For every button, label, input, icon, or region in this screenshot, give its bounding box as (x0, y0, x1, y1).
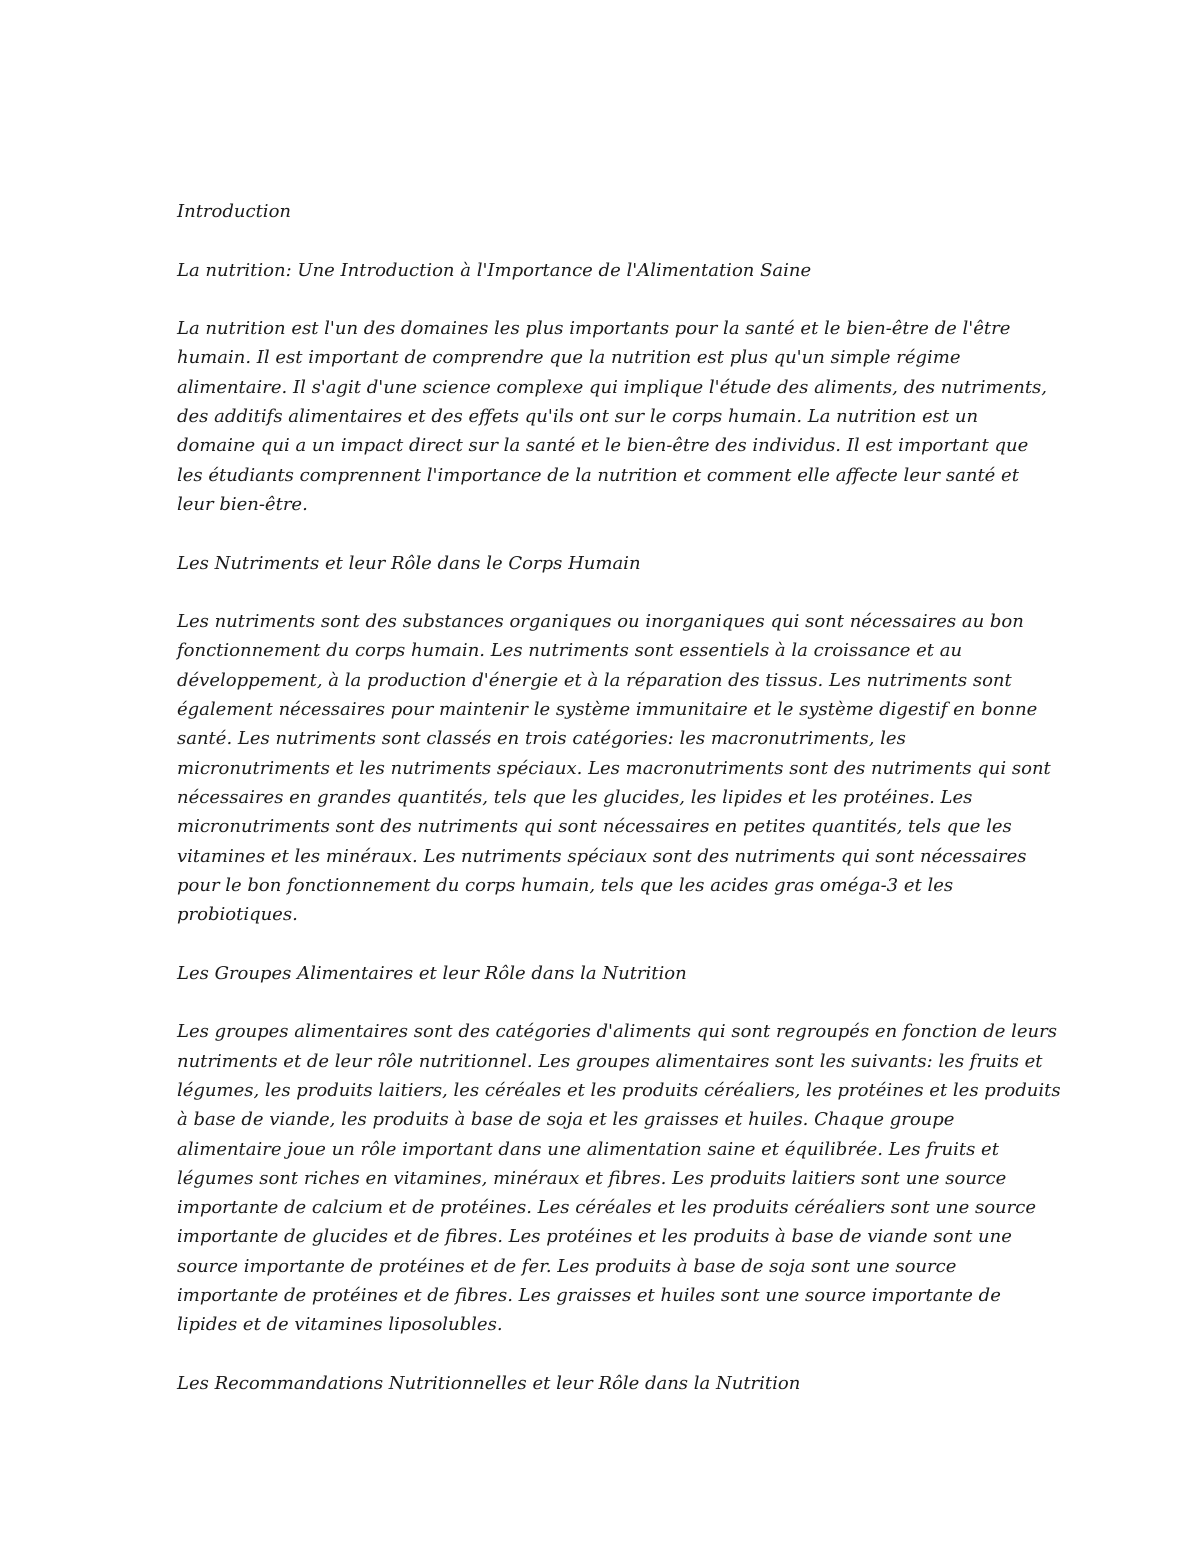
paragraph-line: des additifs alimentaires et des effets qu'ils ont sur le corps humain. La nutrition est un (177, 406, 979, 428)
paragraph-line: micronutriments sont des nutriments qui sont nécessaires en petites quantités, tels que les (177, 816, 1012, 838)
section-4-heading: Les Recommandations Nutritionnelles et leur Rôle dans la Nutrition (177, 1372, 801, 1394)
paragraph-line: micronutriments et les nutriments spéciaux. Les macronutriments sont des nutriments qui sont (177, 757, 1051, 779)
paragraph-line: lipides et de vitamines liposolubles. (177, 1314, 503, 1336)
section-2-paragraph (177, 607, 1051, 929)
paragraph-line: fonctionnement du corps humain. Les nutriments sont essentiels à la croissance et au (177, 640, 963, 662)
paragraph-line: La nutrition est l'un des domaines les plus importants pour la santé et le bien-être de l'être (177, 318, 1011, 340)
paragraph-line: Les nutriments sont des substances organiques ou inorganiques qui sont nécessaires au bon (177, 611, 1024, 633)
paragraph-line: probiotiques. (177, 904, 298, 926)
section-1-heading: La nutrition: Une Introduction à l'Importance de l'Alimentation Saine (177, 259, 812, 281)
section-3-paragraph (177, 1017, 1061, 1339)
document-page (177, 197, 1061, 1427)
paragraph-line: Les groupes alimentaires sont des catégories d'aliments qui sont regroupés en fonction de leurs (177, 1021, 1057, 1043)
paragraph-line: développement, à la production d'énergie et à la réparation des tissus. Les nutriments sont (177, 669, 1012, 691)
paragraph-line: à base de viande, les produits à base de soja et les graisses et huiles. Chaque groupe (177, 1109, 955, 1131)
paragraph-line: légumes sont riches en vitamines, minéraux et fibres. Les produits laitiers sont une source (177, 1167, 1007, 1189)
paragraph-line: légumes, les produits laitiers, les céréales et les produits céréaliers, les protéines et les produits (177, 1079, 1061, 1101)
intro-heading: Introduction (177, 201, 291, 222)
paragraph-line: importante de calcium et de protéines. Les céréales et les produits céréaliers sont une source (177, 1197, 1036, 1219)
paragraph-line: également nécessaires pour maintenir le système immunitaire et le système digestif en bonne (177, 699, 1038, 721)
paragraph-line: leur bien-être. (177, 493, 308, 515)
paragraph-line: santé. Les nutriments sont classés en trois catégories: les macronutriments, les (177, 728, 906, 750)
paragraph-line: vitamines et les minéraux. Les nutriments spéciaux sont des nutriments qui sont nécessaires (177, 845, 1027, 867)
paragraph-line: importante de glucides et de fibres. Les protéines et les produits à base de viande sont une (177, 1226, 1012, 1248)
paragraph-line: les étudiants comprennent l'importance de la nutrition et comment elle affecte leur santé et (177, 464, 1019, 486)
paragraph-line: importante de protéines et de fibres. Les graisses et huiles sont une source importante de (177, 1284, 1001, 1306)
paragraph-line: alimentaire joue un rôle important dans une alimentation saine et équilibrée. Les fruits et (177, 1138, 999, 1160)
paragraph-line: humain. Il est important de comprendre que la nutrition est plus qu'un simple régime (177, 347, 961, 369)
section-2-heading: Les Nutriments et leur Rôle dans le Corps Humain (177, 552, 641, 574)
paragraph-line: nécessaires en grandes quantités, tels que les glucides, les lipides et les protéines. Les (177, 786, 973, 808)
paragraph-line: nutriments et de leur rôle nutritionnel. Les groupes alimentaires sont les suivants: les fruits et (177, 1050, 1043, 1072)
paragraph-line: pour le bon fonctionnement du corps humain, tels que les acides gras oméga-3 et les (177, 874, 954, 896)
paragraph-line: source importante de protéines et de fer. Les produits à base de soja sont une source (177, 1255, 957, 1277)
paragraph-line: alimentaire. Il s'agit d'une science complexe qui implique l'étude des aliments, des nutriments, (177, 376, 1048, 398)
section-1-paragraph (177, 314, 1048, 519)
paragraph-line: domaine qui a un impact direct sur la santé et le bien-être des individus. Il est important que (177, 435, 1029, 457)
section-3-heading: Les Groupes Alimentaires et leur Rôle dans la Nutrition (177, 962, 687, 984)
